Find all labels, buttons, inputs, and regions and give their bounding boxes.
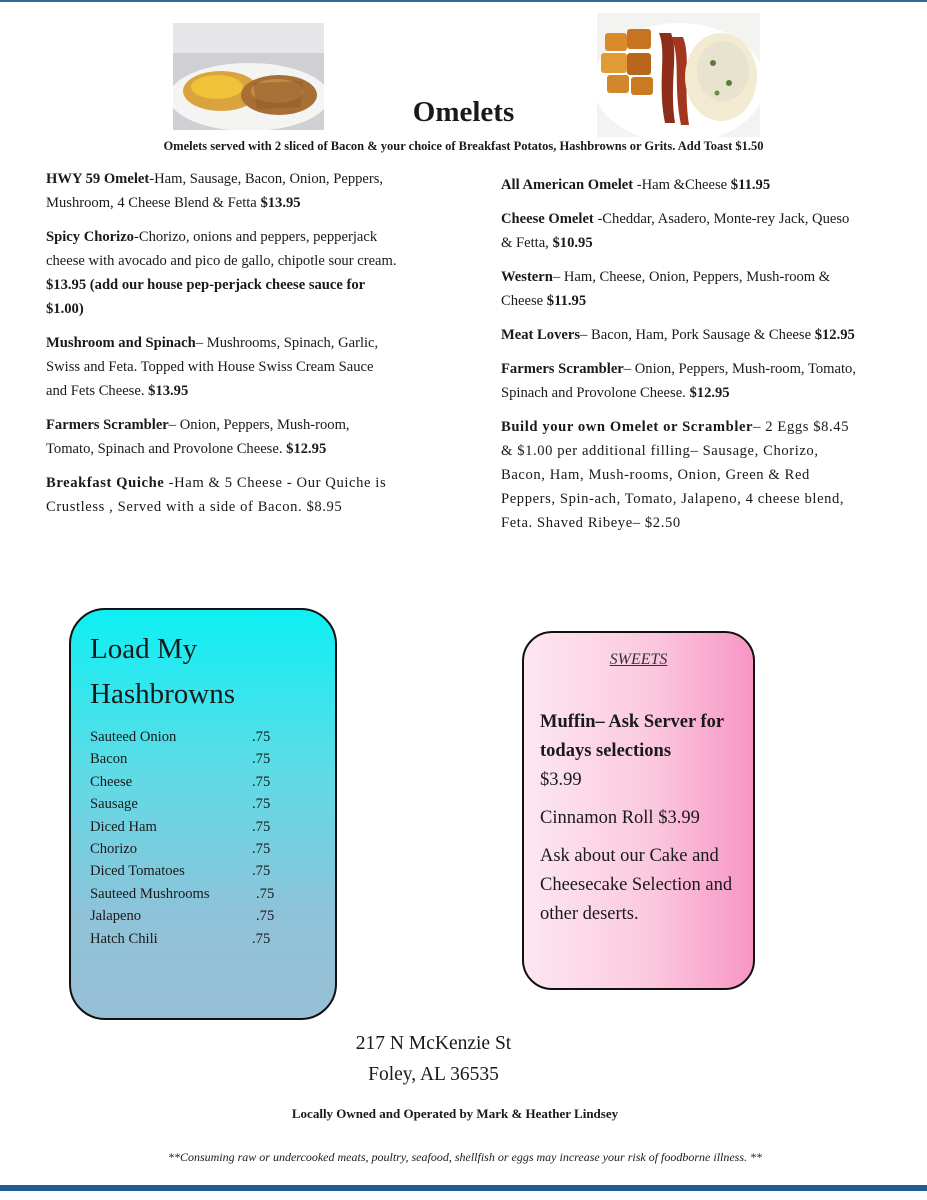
menu-item-farmers-scrambler-left	[46, 413, 398, 461]
sweets-box	[522, 631, 755, 990]
item-name: All American Omelet	[501, 177, 634, 193]
item-desc: -Ham &Cheese	[633, 177, 731, 193]
hashbrowns-title	[90, 627, 235, 717]
topping-name: Diced Tomatoes	[90, 863, 185, 880]
item-name: Meat Lovers	[501, 327, 581, 343]
topping-name: Sausage	[90, 796, 138, 813]
item-name: Mushroom and Spinach	[46, 335, 196, 351]
item-name: Breakfast Quiche	[46, 475, 165, 491]
top-rule	[0, 0, 927, 2]
item-name: Farmers Scrambler	[501, 361, 624, 377]
topping-row	[90, 928, 320, 950]
load-my-hashbrowns-box	[69, 608, 337, 1020]
sweets-cake-note: Ask about our Cake and Cheesecake Selection and other deserts.	[540, 846, 733, 924]
topping-name: Jalapeno	[90, 908, 142, 925]
omelets-subtitle: Omelets served with 2 sliced of Bacon & your choice of Breakfast Potatos, Hashbrowns or Grits. Add Toast $1.50	[163, 139, 764, 153]
menu-item-all-american-omelet	[501, 173, 857, 197]
topping-price: .75	[252, 930, 271, 947]
item-name: Farmers Scrambler	[46, 417, 169, 433]
item-desc: – 2 Eggs $8.45 & $1.00 per additional filling– Sausage, Chorizo, Bacon, Ham, Mush-rooms, Onion, Green & Red Peppers, Spin-ach, Tomato, Jalapeno, 4 cheese blend, Feta. Shaved Ribeye– $2.50	[501, 419, 850, 531]
hashbrowns-title-line2: Hashbrowns	[90, 678, 235, 710]
item-price: $12.95	[689, 385, 730, 401]
topping-name: Bacon	[90, 751, 128, 768]
menu-item-meat-lovers	[501, 323, 857, 347]
topping-row	[90, 905, 320, 927]
topping-row	[90, 883, 320, 905]
page-title: Omelets	[412, 96, 515, 128]
topping-price: .75	[252, 773, 271, 790]
topping-name: Hatch Chili	[90, 930, 158, 947]
topping-row	[90, 771, 320, 793]
owners-line: Locally Owned and Operated by Mark & Heather Lindsey	[291, 1106, 619, 1121]
topping-price: .75	[256, 908, 275, 925]
topping-name: Cheese	[90, 773, 133, 790]
sweets-heading: SWEETS	[609, 651, 668, 668]
item-desc: -Ham, Sausage, Bacon, Onion, Peppers, Mushroom, 4 Cheese Blend & Fetta	[46, 171, 384, 211]
menu-item-hwy59-omelet	[46, 167, 398, 215]
topping-row	[90, 816, 320, 838]
menu-item-spicy-chorizo	[46, 225, 398, 321]
topping-price: .75	[252, 751, 271, 768]
topping-name: Chorizo	[90, 840, 138, 857]
topping-price: .75	[252, 796, 271, 813]
topping-price: .75	[256, 885, 275, 902]
hashbrowns-title-line1: Load My	[90, 633, 198, 665]
address-street: 217 N McKenzie St	[355, 1033, 512, 1054]
item-desc: -Chorizo, onions and peppers, pepperjack cheese with avocado and pico de gallo, chipotle sour cream.	[46, 229, 397, 269]
topping-row	[90, 726, 320, 748]
sweets-body	[540, 708, 745, 938]
item-price: $12.95	[814, 327, 855, 343]
muffin-price: $3.99	[540, 770, 582, 790]
item-price: $11.95	[546, 293, 587, 309]
muffin-text: Muffin– Ask Server for todays selections	[540, 712, 724, 761]
item-name: HWY 59 Omelet	[46, 171, 150, 187]
menu-item-cheese-omelet	[501, 207, 857, 255]
item-desc: -Cheddar, Asadero, Monte-rey Jack, Queso & Fetta,	[501, 211, 850, 251]
item-price: $11.95	[730, 177, 771, 193]
topping-price: .75	[252, 818, 271, 835]
item-name: Western	[501, 269, 553, 285]
sweets-cinnamon-roll: Cinnamon Roll $3.99	[540, 808, 700, 828]
topping-price: .75	[252, 729, 271, 745]
topping-row	[90, 860, 320, 882]
topping-row	[90, 793, 320, 815]
hashbrowns-topping-list	[90, 726, 320, 950]
item-name: Cheese Omelet	[501, 211, 594, 227]
menu-item-farmers-scrambler-right	[501, 357, 857, 405]
menu-item-breakfast-quiche	[46, 471, 398, 519]
bottom-rule	[0, 1185, 927, 1191]
left-menu-column	[46, 167, 398, 529]
sweets-muffin	[540, 708, 745, 795]
topping-price: .75	[252, 840, 271, 857]
item-desc: – Onion, Peppers, Mush-room, Tomato, Spinach and Provolone Cheese.	[46, 417, 350, 457]
item-price: $10.95	[552, 235, 593, 251]
menu-item-build-your-own	[501, 415, 857, 535]
topping-name: Sauteed Mushrooms	[90, 885, 210, 902]
right-menu-column	[501, 173, 857, 545]
topping-price: .75	[252, 863, 271, 880]
item-desc: – Ham, Cheese, Onion, Peppers, Mush-room & Cheese	[501, 269, 831, 309]
item-price: $13.95 (add our house pep-perjack cheese sauce for $1.00)	[46, 277, 365, 317]
address-city: Foley, AL 36535	[368, 1064, 499, 1085]
item-price: $13.95	[260, 195, 301, 211]
item-price: $12.95	[286, 441, 327, 457]
item-name: Spicy Chorizo	[46, 229, 134, 245]
menu-item-western	[501, 265, 857, 313]
item-desc: – Onion, Peppers, Mush-room, Tomato, Spinach and Provolone Cheese.	[501, 361, 856, 401]
item-name: Build your own Omelet or Scrambler	[501, 419, 754, 435]
food-safety-warning: **Consuming raw or undercooked meats, poultry, seafood, shellfish or eggs may increase your risk of foodborne illness. **	[167, 1150, 763, 1164]
menu-item-mushroom-spinach	[46, 331, 398, 403]
item-desc: – Bacon, Ham, Pork Sausage & Cheese	[580, 327, 815, 343]
topping-name: Diced Ham	[90, 818, 157, 835]
item-desc: -Ham & 5 Cheese - Our Quiche is Crustless , Served with a side of Bacon. $8.95	[46, 475, 387, 515]
item-desc: – Mushrooms, Spinach, Garlic, Swiss and Feta. Topped with House Swiss Cream Sauce and Fets Cheese.	[46, 335, 379, 399]
topping-name: Sauteed Onion	[90, 729, 177, 745]
topping-row	[90, 838, 320, 860]
topping-row	[90, 748, 320, 770]
item-price: $13.95	[148, 383, 189, 399]
